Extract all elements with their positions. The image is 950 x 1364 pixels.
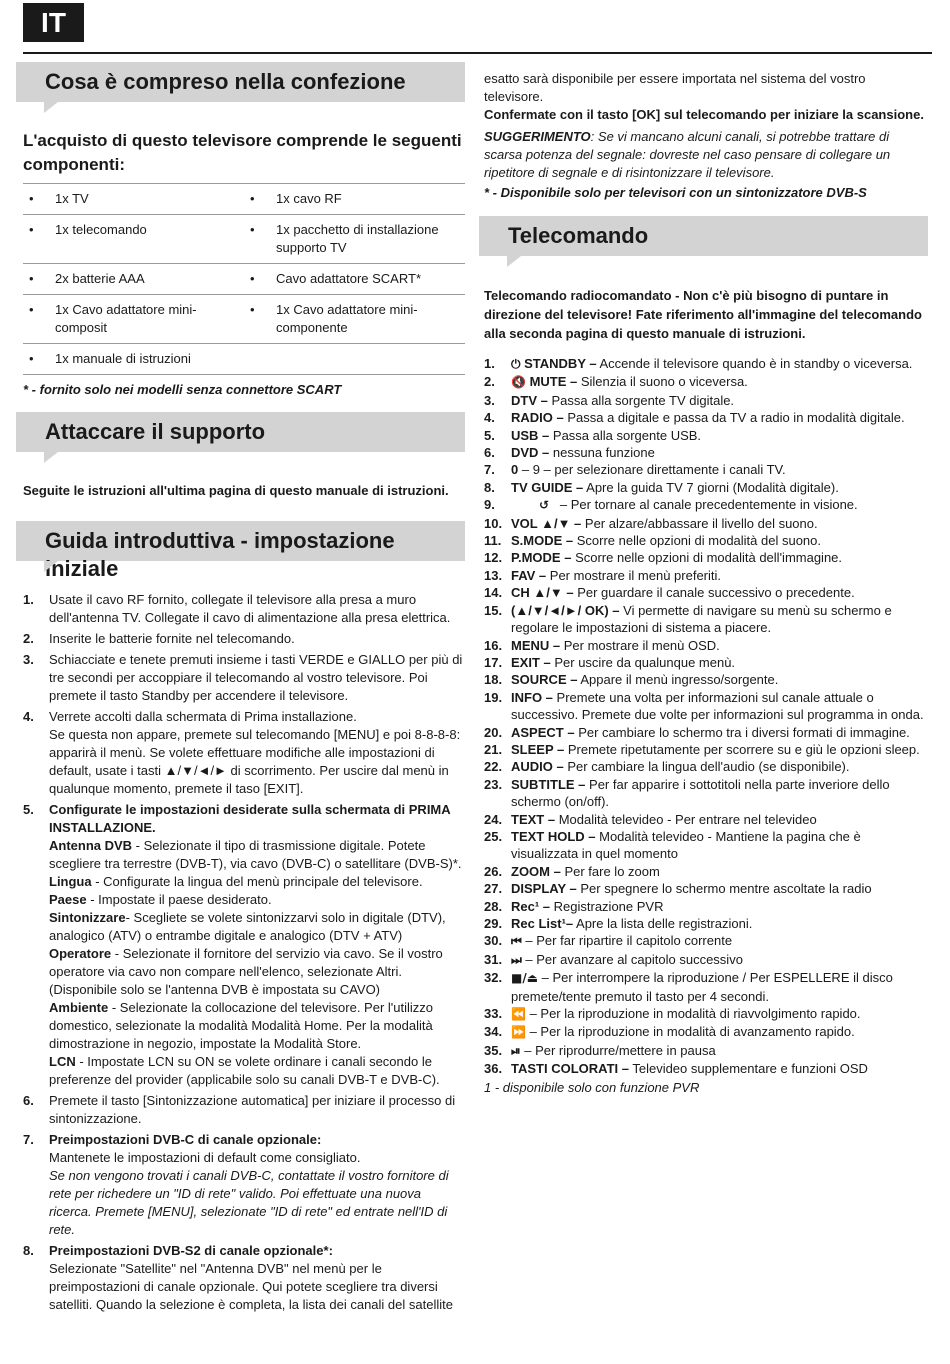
guide-header <box>16 521 465 581</box>
item-number: 30. <box>484 933 503 949</box>
remote-button-item <box>484 951 928 969</box>
remote-button-item <box>484 689 928 724</box>
setup-step: 8. Preimpostazioni DVB-S2 di canale opzionale*: Selezionate "Satellite" nel "Antenna DVB" nel menù per le preimpostazioni di canale opzionale. Qui potete scegliere tra diversi satelliti. Quando la selezione è completa, la lista dei canali del satellite <box>23 1243 453 1312</box>
setup-step: 2. Inserite le batterie fornite nel telecomando. <box>23 631 295 646</box>
remote-button-item <box>484 584 928 601</box>
remote-key-icon: ⏩ <box>511 1025 526 1040</box>
item-number: 13. <box>484 567 503 583</box>
remote-button-item <box>484 741 928 758</box>
left-column <box>23 62 465 1317</box>
contents-row <box>23 295 465 344</box>
remote-key-label: TEXT – <box>511 811 556 827</box>
contents-cell <box>23 184 244 215</box>
remote-button-item <box>484 373 928 391</box>
bullet-icon: • <box>250 222 255 237</box>
item-number: 9. <box>484 497 495 513</box>
item-number: 10. <box>484 515 503 531</box>
remote-key-label: SOURCE – <box>511 672 578 688</box>
remote-key-label: ZOOM – <box>511 863 561 879</box>
item-number: 17. <box>484 654 503 670</box>
item-number: 36. <box>484 1061 503 1077</box>
remote-key-label: TASTI COLORATI – <box>511 1061 629 1077</box>
remote-button-item <box>484 863 928 880</box>
contents-cell <box>23 295 244 344</box>
remote-key-description: Per mostrare il menù OSD. <box>560 637 720 653</box>
contents-header <box>16 62 465 102</box>
remote-key-label: EXIT – <box>511 654 551 670</box>
item-number: 18. <box>484 672 503 688</box>
remote-button-list <box>484 355 928 1078</box>
contents-cell <box>23 344 244 375</box>
item-number: 15. <box>484 602 503 618</box>
remote-key-description: Per fare lo zoom <box>560 863 660 879</box>
remote-key-description: Scorre nelle opzioni di modalità del suono. <box>573 533 821 549</box>
remote-button-item <box>484 811 928 828</box>
step8-confirm: Confermate con il tasto [OK] sul telecomando per iniziare la scansione. <box>484 107 924 122</box>
remote-key-label: RADIO – <box>511 410 564 426</box>
remote-key-label: DISPLAY – <box>511 881 577 897</box>
remote-key-icon: ■/⏏ <box>511 971 539 986</box>
contents-item: 1x telecomando <box>55 222 147 237</box>
remote-key-label: TEXT HOLD – <box>511 828 596 844</box>
remote-key-label: (▲/▼/◄/►/ OK) – <box>511 602 620 618</box>
remote-intro: Telecomando radiocomandato - Non c'è più bisogno di puntare in direzione del televisore! Fate riferimento all'immagine del telecomando alla seconda pagina di questo manuale di istruzioni. <box>484 288 922 341</box>
top-divider <box>23 52 932 54</box>
remote-button-item <box>484 1060 928 1077</box>
item-number: 29. <box>484 916 503 931</box>
remote-button-item <box>484 602 928 637</box>
item-number: 20. <box>484 724 503 740</box>
remote-key-description: Per uscire da qualunque menù. <box>550 654 736 670</box>
bullet-icon: • <box>250 302 255 317</box>
remote-key-description: Apre la lista delle registrazioni. <box>573 916 753 931</box>
item-number: 19. <box>484 689 503 705</box>
setup-step: 5. Configurate le impostazioni desiderate sulla schermata di PRIMA INSTALLAZIONE. Antenna DVB - Selezionate il tipo di trasmissione digitale. Potete scegliere tra terrestre (DVB-T), via cavo (DVB-C) o satellitare (DVB-S)*. Lingua - Configurate la lingua del menù principale del televisore. Paese - Impostate il paese desiderato. Sintonizzare- Scegliete se volete sintonizzarvi solo in digitale (DTV), analogico (ATV) o entrambe digitale e analogico (DTV + ATV) Operatore - Selezionate il fornitore del servizio via cavo. Se il vostro operatore via cavo non compare nell'elenco, selezionate Altri. (Disponibile solo se l'antenna DVB è impostata su CAVO) Ambiente - Selezionate la collocazione del televisore. Per l'utilizzo domestico, selezionate la modalità Modalità Home. Per la modalità dimostrazione in negozio, impostate la Modalità Store. LCN - Impostate LCN su ON se volete ordinare i canali secondo le preferenze del provider (applicabile solo su canali DVB-T e DVB-C). <box>23 802 462 1087</box>
setup-step: 6. Premete il tasto [Sintonizzazione automatica] per iniziare il processo di sintonizzazione. <box>23 1093 456 1126</box>
remote-key-label: S.MODE – <box>511 533 574 549</box>
language-tag: IT <box>23 3 84 42</box>
remote-button-item <box>484 1042 928 1060</box>
item-number: 8. <box>484 479 495 495</box>
remote-key-description: Passa alla sorgente USB. <box>549 427 702 443</box>
remote-key-description: Per spegnere lo schermo mentre ascoltate la radio <box>576 881 872 897</box>
remote-button-item <box>484 567 928 584</box>
remote-button-item <box>484 444 928 461</box>
bullet-icon: • <box>29 271 34 286</box>
contents-table <box>23 183 465 375</box>
remote-key-label: Rec List¹– <box>511 916 574 931</box>
contents-cell <box>244 295 465 344</box>
remote-button-item <box>484 969 928 1005</box>
pvr-footnote: 1 - disponibile solo con funzione PVR <box>484 1079 700 1095</box>
item-number: 28. <box>484 898 503 914</box>
remote-key-description: – Per tornare al canale precedentemente in visione. <box>549 497 858 513</box>
setup-steps <box>23 591 465 1314</box>
item-number: 3. <box>484 392 495 408</box>
remote-key-description: Per cambiare lo schermo tra i diversi formati di immagine. <box>574 724 910 740</box>
bullet-icon: • <box>29 351 34 366</box>
remote-key-description: Per alzare/abbassare il livello del suono. <box>581 515 818 531</box>
item-number: 25. <box>484 828 503 844</box>
contents-item: 1x TV <box>55 191 89 206</box>
remote-key-description: – Per interrompere la riproduzione / Per ESPELLERE il disco premete/tente premuto il tasto per 4 secondi. <box>511 970 897 1004</box>
item-number: 14. <box>484 585 503 601</box>
remote-key-description: Televideo supplementare e funzioni OSD <box>628 1061 868 1077</box>
remote-key-description: nessuna funzione <box>549 445 655 461</box>
remote-key-icon: ⏻ <box>511 357 521 371</box>
remote-button-item <box>484 828 928 863</box>
contents-row <box>23 264 465 295</box>
remote-key-icon: ⏭ <box>511 952 522 967</box>
remote-key-description: Vi permette di navigare su menù su schermo e regolare le impostazioni di sistema a piacere. <box>511 602 896 636</box>
contents-item: 1x cavo RF <box>276 191 342 206</box>
remote-button-item <box>484 479 928 496</box>
remote-key-icon: ⏪ <box>511 1007 526 1022</box>
remote-key-description: – 9 – per selezionare direttamente i canali TV. <box>518 462 786 478</box>
step8-continued: esatto sarà disponibile per essere importata nel sistema del vostro televisore. <box>484 71 866 104</box>
remote-button-item <box>484 637 928 654</box>
contents-cell <box>244 184 465 215</box>
remote-key-label: FAV – <box>511 567 547 583</box>
remote-key-description: – Per avanzare al capitolo successivo <box>521 951 743 967</box>
remote-button-item <box>484 932 928 950</box>
item-number: 34. <box>484 1024 503 1040</box>
item-number: 33. <box>484 1006 503 1022</box>
remote-key-description: Per cambiare la lingua dell'audio (se disponibile). <box>563 759 850 775</box>
remote-key-label: AUDIO – <box>511 759 564 775</box>
remote-key-label: USB – <box>511 427 550 443</box>
remote-button-item <box>484 671 928 688</box>
remote-button-item <box>484 776 928 811</box>
contents-title: Cosa è compreso nella confezione <box>45 69 406 94</box>
item-number: 23. <box>484 776 503 792</box>
contents-item: Cavo adattatore SCART* <box>276 271 421 286</box>
remote-key-description: – Per la riproduzione in modalità di avanzamento rapido. <box>525 1024 855 1040</box>
remote-key-description: – Per far ripartire il capitolo corrente <box>521 933 733 949</box>
remote-button-item <box>484 409 928 426</box>
tip-text: SUGGERIMENTO: Se vi mancano alcuni canali, si potrebbe trattare di scarsa potenza del segnale: dovreste nel caso pensare di collegare un ripetitore di segnale e di risintonizzare il televisore. <box>484 129 891 180</box>
remote-key-description: Modalità televideo - Mantiene la pagina che è visualizzata in quel momento <box>511 828 865 862</box>
remote-key-label: Rec¹ – <box>511 898 551 914</box>
remote-key-description: – Per la riproduzione in modalità di riavvolgimento rapido. <box>525 1006 861 1022</box>
stand-title: Attaccare il supporto <box>45 419 266 444</box>
remote-button-item <box>484 515 928 532</box>
item-number: 6. <box>484 445 495 461</box>
bullet-icon: • <box>29 222 34 237</box>
remote-key-description: Per guardare il canale successivo o precedente. <box>573 585 855 601</box>
remote-button-item <box>484 1005 928 1023</box>
remote-key-description: Per far apparire i sottotitoli nella parte inveriore dello schermo (on/off). <box>511 776 894 810</box>
dvbs-note: * - Disponibile solo per televisori con un sintonizzatore DVB-S <box>484 185 867 200</box>
item-number: 26. <box>484 863 503 879</box>
guide-title: Guida introduttiva - impostazione iniziale <box>45 528 395 581</box>
remote-button-item <box>484 724 928 741</box>
contents-row <box>23 184 465 215</box>
item-number: 12. <box>484 550 503 566</box>
bullet-icon: • <box>250 271 255 286</box>
remote-key-icon: ↺ <box>539 498 550 513</box>
setup-step: 4. Verrete accolti dalla schermata di Prima installazione. Se questa non appare, premete sul telecomando [MENU] e poi 8-8-8-8: apparirà il menù. Se volete effettuare modifiche alle impostazioni di default, usate i tasti ▲/▼/◄/► di scorrimento. Per uscire dal menù in qualunque momento, premete il taso [EXIT]. <box>23 709 461 796</box>
setup-step: 7. Preimpostazioni DVB-C di canale opzionale: Mantenete le impostazioni di default come consigliato. Se non vengono trovati i canali DVB-C, contattate il vostro fornitore di rete per richedere un "ID di rete" valido. Poi effettuate una nuova ricerca. Premete [MENU], selezionate "ID di rete" ed entrate nell'ID di rete. <box>23 1132 449 1237</box>
item-number: 24. <box>484 811 503 827</box>
remote-key-label: DTV – <box>511 392 548 408</box>
remote-key-label: MUTE – <box>529 374 578 390</box>
stand-text: Seguite le istruzioni all'ultima pagina di questo manuale di istruzioni. <box>23 483 449 498</box>
remote-button-item <box>484 427 928 444</box>
remote-key-description: Premete ripetutamente per scorrere su e giù le opzioni sleep. <box>564 741 920 757</box>
contents-row <box>23 215 465 264</box>
remote-key-label: VOL ▲/▼ – <box>511 515 582 531</box>
contents-cell <box>23 264 244 295</box>
remote-button-item <box>484 496 928 514</box>
contents-item: 1x Cavo adattatore mini-composit <box>55 302 197 335</box>
contents-note: * - fornito solo nei modelli senza connettore SCART <box>23 382 342 397</box>
remote-key-description: Modalità televideo - Per entrare nel televideo <box>555 811 817 827</box>
remote-key-label: DVD – <box>511 445 550 461</box>
remote-key-description: Appare il menù ingresso/sorgente. <box>577 672 779 688</box>
contents-item: 1x Cavo adattatore mini-componente <box>276 302 418 335</box>
stand-header <box>16 412 465 452</box>
remote-button-item <box>484 880 928 897</box>
setup-step: 3. Schiacciate e tenete premuti insieme i tasti VERDE e GIALLO per più di tre secondi per accoppiare il telecomando al vostro televisore. Poi premete il tasto Standby per accendere il televisore. <box>23 652 463 703</box>
item-number: 7. <box>484 462 495 478</box>
remote-key-description: – Per riprodurre/mettere in pausa <box>520 1042 716 1058</box>
item-number: 32. <box>484 970 503 986</box>
remote-key-label: SLEEP – <box>511 741 565 757</box>
remote-key-label: TV GUIDE – <box>511 479 584 495</box>
remote-button-item <box>484 915 928 932</box>
remote-key-description: Accende il televisore quando è in standby o viceversa. <box>596 356 913 371</box>
item-number: 22. <box>484 759 503 775</box>
remote-key-description: Passa a digitale e passa da TV a radio in modalità digitale. <box>563 410 905 426</box>
remote-button-item <box>484 461 928 478</box>
right-column <box>484 70 928 1097</box>
remote-button-item <box>484 758 928 775</box>
remote-key-label: P.MODE – <box>511 550 572 566</box>
contents-cell <box>244 344 465 375</box>
remote-key-label: SUBTITLE – <box>511 776 586 792</box>
setup-step: 1. Usate il cavo RF fornito, collegate il televisore alla presa a muro dell'antenna TV. Collegate il cavo di alimentazione alla presa elettrica. <box>23 592 451 625</box>
item-number: 5. <box>484 427 495 443</box>
item-number: 31. <box>484 951 503 967</box>
contents-cell <box>244 264 465 295</box>
item-number: 4. <box>484 410 495 426</box>
remote-button-item <box>484 392 928 409</box>
bullet-icon: • <box>250 191 255 206</box>
remote-key-description: Apre la guida TV 7 giorni (Modalità digitale). <box>583 479 839 495</box>
contents-intro: L'acquisto di questo televisore comprende le seguenti componenti: <box>23 131 462 174</box>
remote-button-item <box>484 355 928 373</box>
contents-item: 1x manuale di istruzioni <box>55 351 191 366</box>
remote-key-label: INFO – <box>511 689 553 705</box>
remote-key-icon: ⏯ <box>511 1043 521 1058</box>
remote-key-icon: 🔇 <box>511 375 526 390</box>
remote-button-item <box>484 654 928 671</box>
remote-key-label: CH ▲/▼ – <box>511 585 574 601</box>
contents-item: 1x pacchetto di installazione supporto TV <box>276 222 439 255</box>
item-number: 2. <box>484 374 495 390</box>
remote-key-description: Passa alla sorgente TV digitale. <box>547 392 735 408</box>
contents-cell <box>23 215 244 264</box>
remote-button-item <box>484 549 928 566</box>
remote-key-description: Registrazione PVR <box>550 898 664 914</box>
remote-key-label: STANDBY – <box>524 356 597 371</box>
remote-key-description: Per mostrare il menù preferiti. <box>546 567 722 583</box>
remote-button-item <box>484 898 928 915</box>
remote-title: Telecomando <box>508 223 649 248</box>
item-number: 1. <box>484 356 495 371</box>
remote-key-description: Silenzia il suono o viceversa. <box>577 374 748 390</box>
remote-key-label: ASPECT – <box>511 724 575 740</box>
contents-item: 2x batterie AAA <box>55 271 145 286</box>
contents-row <box>23 344 465 375</box>
item-number: 35. <box>484 1042 503 1058</box>
contents-cell <box>244 215 465 264</box>
remote-key-icon: ⏮ <box>511 934 522 949</box>
item-number: 21. <box>484 741 503 757</box>
remote-button-item <box>484 1023 928 1041</box>
remote-header <box>479 216 928 256</box>
remote-key-description: Scorre nelle opzioni di modalità dell'immagine. <box>571 550 843 566</box>
item-number: 16. <box>484 637 503 653</box>
bullet-icon: • <box>29 191 34 206</box>
bullet-icon: • <box>29 302 34 317</box>
remote-button-item <box>484 532 928 549</box>
remote-key-label: MENU – <box>511 637 561 653</box>
item-number: 27. <box>484 881 503 897</box>
item-number: 11. <box>484 533 502 549</box>
remote-key-label: 0 <box>511 462 519 478</box>
remote-key-description: Premete una volta per informazioni sul canale attuale o successivo. Premete due volte per informazioni sul programma in onda. <box>511 689 924 723</box>
